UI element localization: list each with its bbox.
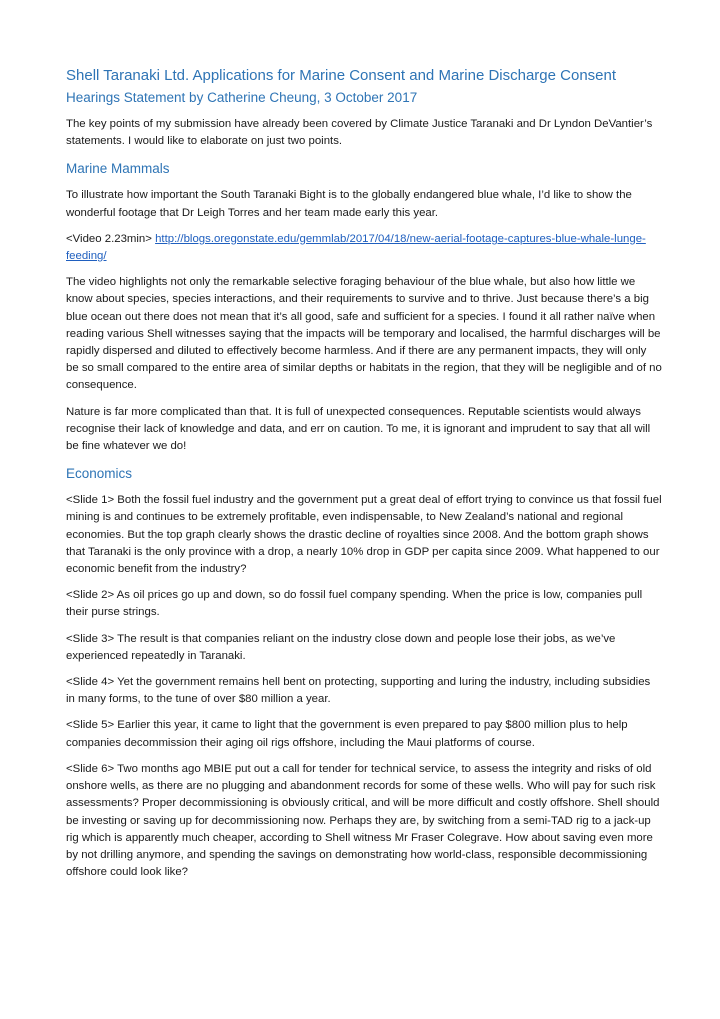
- economics-slide-4: <Slide 4> Yet the government remains hell bent on protecting, supporting and luring the industry, including subsidies in many forms, to the tune of over $80 million a year.: [66, 676, 651, 706]
- intro-paragraph: The key points of my submission have already been covered by Climate Justice Taranaki and Dr Lyndon DeVantier’s statements. I would like to elaborate on just two points.: [66, 118, 653, 148]
- economics-slide-3: <Slide 3> The result is that companies reliant on the industry close down and people lose their jobs, as we’ve experienced repeatedly in Taranaki.: [66, 632, 616, 662]
- marine-mammals-paragraph-2: The video highlights not only the remarkable selective foraging behaviour of the blue whale, but also how little we know about species, species interactions, and their requirements to survive and to thrive. Just because there’s a big blue ocean out there does not mean that it’s all good, safe and sufficient for a species. I found it all rather naïve when reading various Shell witnesses saying that the impacts will be temporary and localised, the harmful discharges will be rapidly dispersed and diluted to effectively become harmless. And if there are any permanent impacts, they will only be so small compared to the entire area of similar depths or habitats in the region, that they will be negligible and of no consequence.: [66, 276, 662, 392]
- video-prefix: <Video 2.23min>: [66, 232, 156, 245]
- document-subtitle: Hearings Statement by Catherine Cheung, 3 October 2017: [66, 90, 418, 105]
- marine-mammals-paragraph-3: Nature is far more complicated than that. It is full of unexpected consequences. Reputable scientists would always recognise their lack of knowledge and data, and err on caution. To me, it is ignorant and imprudent to say that all will be fine whatever we do!: [66, 405, 651, 453]
- document-title: Shell Taranaki Ltd. Applications for Marine Consent and Marine Discharge Consent: [66, 67, 617, 84]
- video-link[interactable]: http://blogs.oregonstate.edu/gemmlab/2017/04/18/new-aerial-footage-captures-blue-whale-lunge-feeding/: [66, 232, 646, 263]
- section-heading-marine-mammals: Marine Mammals: [66, 161, 170, 177]
- economics-slide-1: <Slide 1> Both the fossil fuel industry and the government put a great deal of effort trying to convince us that fossil fuel mining is and continues to be extremely profitable, even indispensable, to New Zealand’s national and regional economies. But the top graph clearly shows the drastic decline of royalties since 2008. And the bottom graph shows that Taranaki is the only province with a drop, a nearly 10% drop in GDP per capita since 2009. What happened to our economic benefit from the industry?: [66, 494, 662, 576]
- economics-slide-6: <Slide 6> Two months ago MBIE put out a call for tender for technical service, to assess the integrity and risks of old onshore wells, as there are no plugging and abandonment records for some of these wells. Who will pay for such risk assessments? Proper decommissioning is obviously critical, and will be more difficult and costly offshore. Shell should be investing or saving up for decommissioning now. Perhaps they are, by switching from a semi-TAD rig to a jack-up rig which is apparently much cheaper, according to Shell witness Mr Fraser Colegrave. How about saving even more by not drilling anymore, and spending the savings on demonstrating how world-class, responsible decommissioning offshore could look like?: [66, 762, 660, 879]
- economics-slide-5: <Slide 5> Earlier this year, it came to light that the government is even prepared to pay $800 million plus to help companies decommission their aging oil rigs offshore, including the Maui platforms of course.: [66, 719, 628, 749]
- economics-slide-2: <Slide 2> As oil prices go up and down, so do fossil fuel company spending. When the price is low, companies pull their purse strings.: [66, 589, 643, 619]
- video-reference: [66, 231, 662, 265]
- section-heading-economics: Economics: [66, 466, 133, 482]
- marine-mammals-paragraph-1: To illustrate how important the South Taranaki Bight is to the globally endangered blue whale, I’d like to show the wonderful footage that Dr Leigh Torres and her team made early this year.: [66, 189, 632, 219]
